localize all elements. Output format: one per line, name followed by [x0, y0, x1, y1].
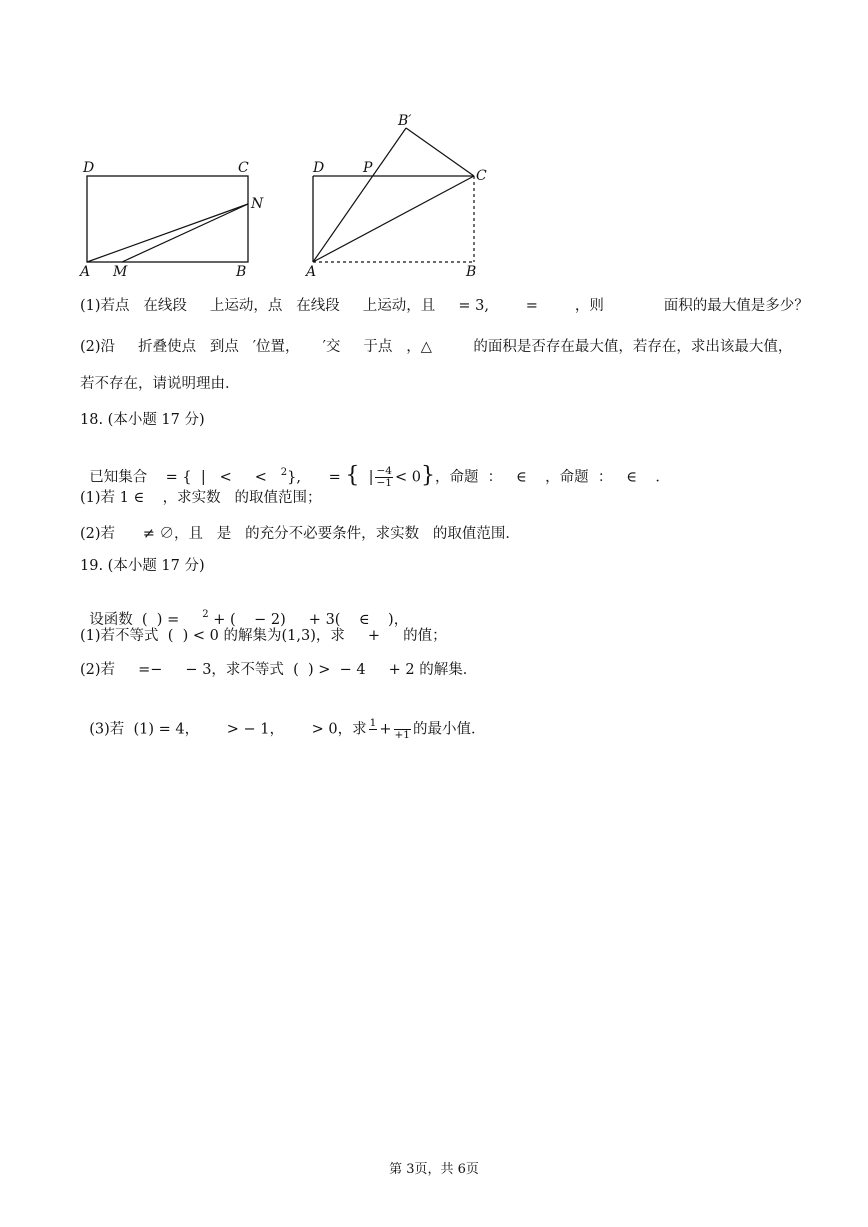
- q19-frac1-num: 1: [369, 717, 377, 729]
- q18-stem-mid: |: [359, 469, 374, 486]
- label-b1: B: [236, 264, 247, 280]
- label-m1: M: [113, 264, 128, 280]
- q18-stem: [80, 446, 670, 490]
- page-footer: 第 3页，共 6页: [389, 1162, 479, 1177]
- q19-part3-plus: +: [379, 721, 392, 738]
- q18-stem-d: ，命题 ： ∈ ，命题 ： ∈ ．: [434, 469, 670, 486]
- q17-part1: (1)若点 在线段 上运动，点 在线段 上运动，且 = 3, = ，则 面积的最大值是多少？: [80, 298, 809, 314]
- q19-frac1-den: [369, 730, 378, 741]
- figure-rectangle-abcd: [78, 160, 264, 280]
- q18-part1: (1)若 1 ∈ ，求实数 的取值范围；: [80, 490, 322, 506]
- q18-brace-left: {: [345, 462, 360, 488]
- label-p2: P: [363, 160, 373, 176]
- label-d2: D: [313, 160, 325, 176]
- label-c1: C: [238, 160, 249, 176]
- q18-stem-sup: 2: [280, 466, 288, 478]
- segment-an: [87, 204, 248, 262]
- q19-part3-frac2: [394, 718, 411, 741]
- figure-folded-rectangle: [304, 113, 487, 280]
- geometry-figures: [0, 0, 868, 290]
- q18-stem-c: < 0: [394, 469, 421, 486]
- q19-part3-frac1: [369, 718, 378, 741]
- q18-brace-right: }: [420, 462, 435, 488]
- q19-part1: (1)若不等式 ( ) < 0 的解集为(1,3)，求 + 的值；: [80, 628, 447, 644]
- label-a2: A: [306, 264, 317, 280]
- q19-stem-sup: 2: [202, 609, 209, 620]
- q18-frac-num: −4: [376, 465, 392, 477]
- q19-part3: [80, 698, 485, 741]
- label-d1: D: [83, 160, 95, 176]
- label-b-prime: B′: [398, 113, 412, 129]
- segment-ac: [313, 176, 474, 262]
- q18-header: 18. (本小题 17 分): [80, 412, 205, 428]
- label-c2: C: [476, 168, 487, 184]
- rectangle-abcd: [87, 176, 248, 262]
- q19-stem-a: 设函数 ( ) =: [89, 612, 203, 628]
- label-a1: A: [80, 264, 91, 280]
- segment-ab-prime: [313, 128, 406, 262]
- q19-frac2-den: +1: [394, 729, 410, 741]
- q19-part2: (2)若 =− − 3，求不等式 ( ) > − 4 + 2 的解集．: [80, 662, 478, 678]
- segment-b-prime-c: [406, 128, 474, 176]
- segment-mn: [122, 204, 248, 262]
- q18-stem-a: 已知集合 = { | < <: [89, 469, 281, 486]
- q19-header: 19. (本小题 17 分): [80, 558, 205, 574]
- q17-part2: (2)沿 折叠使点 到点 ′位置， ′交 于点 ，△ 的面积是否存在最大值，若存在，求出该最大值，: [80, 339, 793, 355]
- label-b2: B: [466, 264, 477, 280]
- q18-frac-den: −1: [376, 477, 392, 489]
- q19-stem-b: + ( − 2) + 3( ∈ )，: [208, 612, 409, 628]
- q18-fraction: [375, 466, 392, 489]
- q18-stem-b: }, =: [287, 469, 346, 486]
- q17-part2-cont: 若不存在，请说明理由．: [80, 376, 240, 392]
- q18-part2: (2)若 ≠ ∅，且 是 的充分不必要条件，求实数 的取值范围．: [80, 526, 520, 542]
- q19-part3-b: 的最小值．: [412, 721, 486, 738]
- q19-part3-a: (3)若 (1) = 4， > − 1， > 0，求: [89, 721, 367, 738]
- label-n1: N: [251, 196, 264, 212]
